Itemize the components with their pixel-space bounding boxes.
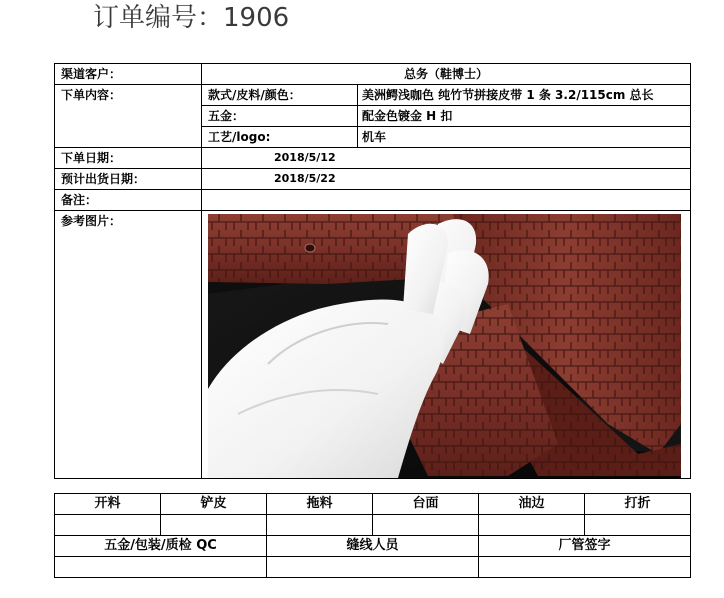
order-content-label: 下单内容： <box>55 85 202 148</box>
step-bench: 台面 <box>373 494 479 515</box>
order-date-label: 下单日期： <box>55 148 202 169</box>
channel-value: 总务（鞋博士） <box>202 64 691 85</box>
sewing-label: 缝线人员 <box>267 536 479 557</box>
channel-row <box>55 64 691 85</box>
style-value: 美洲鳄浅咖色 纯竹节拼接皮带 1 条 3.2/115cm 总长 <box>358 85 691 106</box>
step-cutting: 开料 <box>55 494 161 515</box>
order-date-row <box>55 148 691 169</box>
belt-photo-illustration <box>208 214 681 478</box>
reference-label: 参考图片： <box>55 211 202 479</box>
sign-cell-1 <box>55 515 161 536</box>
order-number-title: 订单编号：1906 <box>93 3 290 33</box>
process-sign-row <box>55 515 691 536</box>
sign-cell-6 <box>585 515 691 536</box>
qc-header-row <box>55 536 691 557</box>
sewing-sign-cell <box>267 557 479 578</box>
remark-row <box>55 190 691 211</box>
qc-label: 五金/包装/质检 QC <box>55 536 267 557</box>
manager-sign-cell <box>479 557 691 578</box>
step-edge-oil: 油边 <box>479 494 585 515</box>
order-date-value: 2018/5/12 <box>202 148 691 169</box>
channel-label: 渠道客户： <box>55 64 202 85</box>
step-skiving: 铲皮 <box>161 494 267 515</box>
craft-label: 工艺/logo: <box>202 127 358 148</box>
qc-sign-cell <box>55 557 267 578</box>
sign-cell-2 <box>161 515 267 536</box>
ship-date-row <box>55 169 691 190</box>
step-folding: 打折 <box>585 494 691 515</box>
ship-date-label: 预计出货日期： <box>55 169 202 190</box>
ship-date-value: 2018/5/22 <box>202 169 691 190</box>
order-form-table <box>54 63 691 479</box>
qc-sign-row <box>55 557 691 578</box>
manager-sign-label: 厂管签字 <box>479 536 691 557</box>
craft-value: 机车 <box>358 127 691 148</box>
reference-photo <box>208 214 681 478</box>
style-label: 款式/皮料/颜色： <box>202 85 358 106</box>
step-dragging: 拖料 <box>267 494 373 515</box>
reference-photo-cell <box>202 211 691 479</box>
remark-label: 备注： <box>55 190 202 211</box>
sign-cell-5 <box>479 515 585 536</box>
sign-cell-3 <box>267 515 373 536</box>
hardware-value: 配金色镀金 H 扣 <box>358 106 691 127</box>
process-header-row <box>55 494 691 515</box>
remark-value <box>202 190 691 211</box>
style-row <box>55 85 691 106</box>
process-sign-table <box>54 493 691 578</box>
sign-cell-4 <box>373 515 479 536</box>
reference-row <box>55 211 691 479</box>
hardware-label: 五金： <box>202 106 358 127</box>
